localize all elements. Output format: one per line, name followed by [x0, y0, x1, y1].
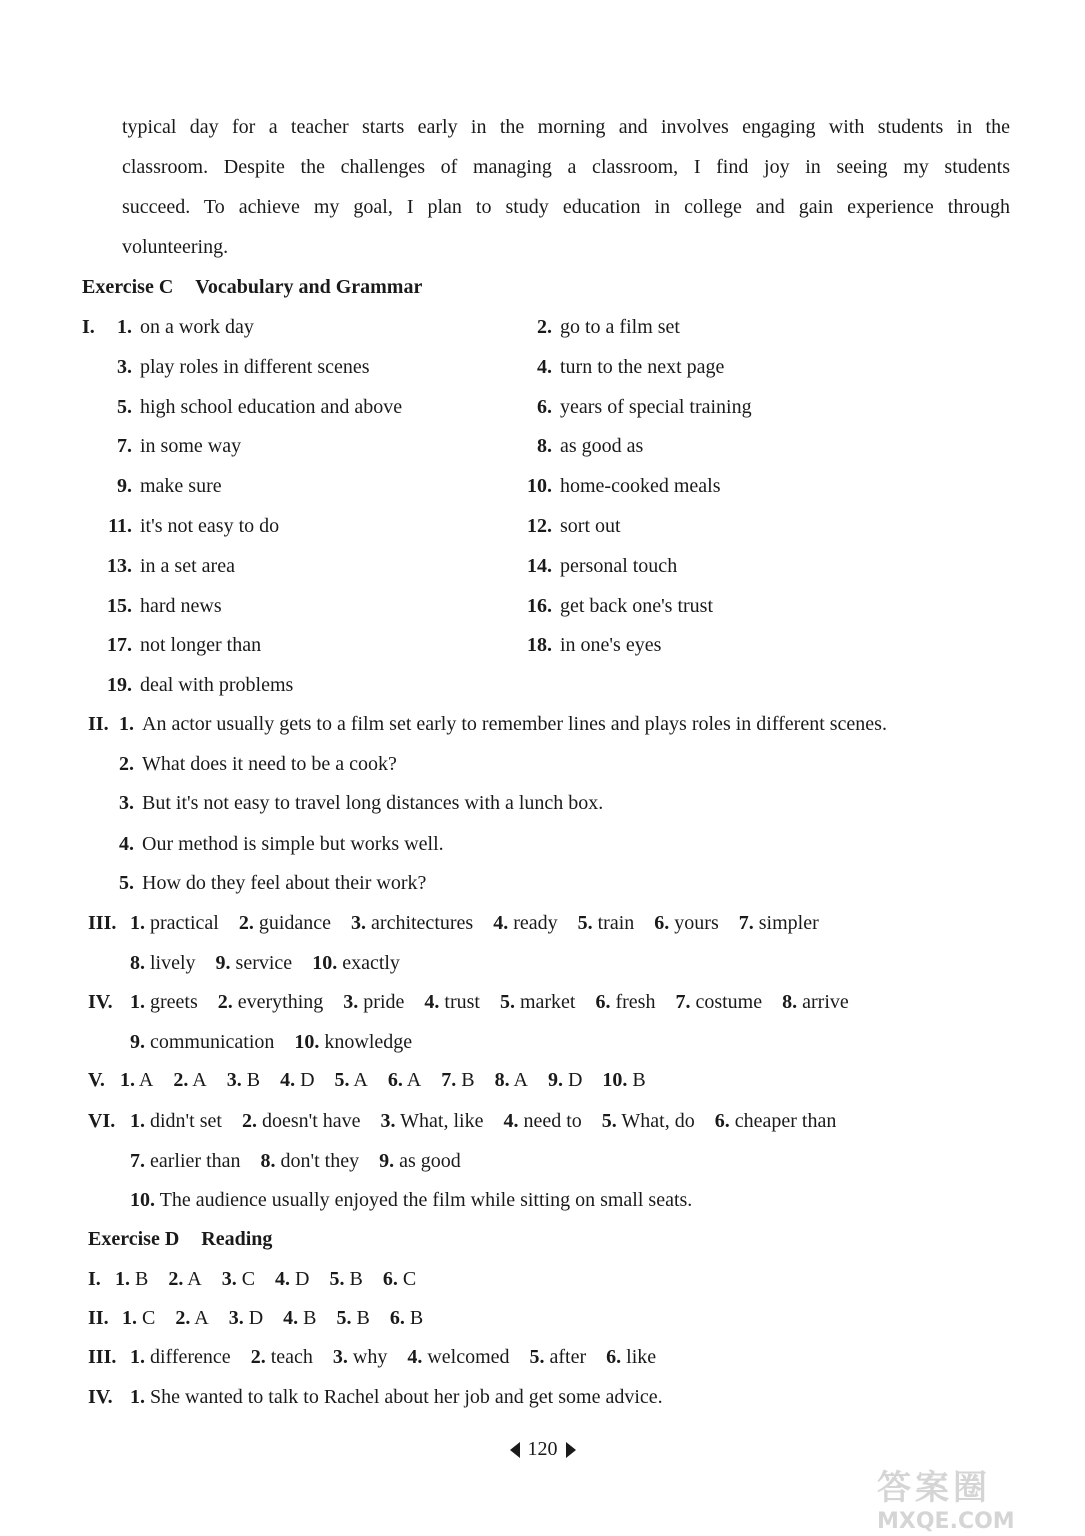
item-text: play roles in different scenes — [140, 355, 370, 378]
item-text: years of special training — [560, 395, 752, 418]
item-text: communication — [150, 1031, 275, 1053]
item-number: 17. — [107, 634, 132, 657]
item-text: teach — [270, 1346, 313, 1368]
item-number: 9. — [379, 1150, 395, 1172]
item-number: 1. — [115, 1268, 130, 1290]
item-number: 1. — [120, 1069, 135, 1091]
item-number: 9. — [547, 1069, 563, 1091]
item-number: 4. — [119, 833, 134, 855]
answer-item — [283, 1307, 316, 1329]
watermark-brand: 答案圈 — [877, 1468, 991, 1508]
item-text: arrive — [802, 991, 849, 1013]
answer-item — [242, 1110, 361, 1132]
answer-item — [606, 1346, 656, 1368]
item-number: 2. — [241, 1110, 257, 1132]
answer-item — [343, 991, 404, 1013]
item-text: But it's not easy to travel long distances with a lunch box. — [142, 792, 604, 814]
item-text: practical — [150, 912, 219, 934]
item-number: 5. — [336, 1307, 352, 1329]
answer-item — [602, 1069, 645, 1091]
triangle-right-icon — [566, 1442, 576, 1458]
item-text: as good — [399, 1150, 461, 1172]
item-number: 5. — [334, 1069, 350, 1091]
item-number: 1. — [130, 1346, 145, 1368]
item-text: difference — [150, 1346, 231, 1368]
item-number: 6. — [595, 991, 611, 1013]
item-text: What does it need to be a cook? — [142, 753, 397, 775]
item-number: 10. — [312, 952, 338, 974]
item-text: like — [626, 1346, 657, 1368]
item-number: 7. — [130, 1150, 145, 1172]
section-roman: I. — [82, 316, 95, 338]
item-number: 4. — [283, 1307, 299, 1329]
item-text: ready — [513, 912, 558, 934]
answer-item — [715, 1110, 837, 1132]
answer-item — [595, 991, 655, 1013]
item-text: sort out — [560, 515, 621, 537]
item-number: 4. — [275, 1268, 291, 1290]
item-text: B — [349, 1268, 363, 1290]
item-text: A — [194, 1307, 209, 1329]
answer-item — [383, 1268, 416, 1290]
item-text: What, like — [400, 1110, 484, 1132]
item-number: 18. — [527, 634, 552, 657]
item-text: B — [461, 1069, 475, 1091]
answer-item — [173, 1069, 206, 1091]
vocab-item — [512, 595, 713, 618]
item-text: B — [303, 1307, 317, 1329]
answer-item — [379, 1150, 461, 1172]
intro-line: volunteering. — [122, 236, 229, 258]
item-number: 5. — [577, 912, 593, 934]
item-number: 10. — [602, 1069, 628, 1091]
item-number: 3. — [228, 1307, 244, 1329]
item-number: 3. — [221, 1268, 237, 1290]
item-text: The audience usually enjoyed the film while sitting on small seats. — [159, 1189, 693, 1211]
item-text: trust — [444, 991, 480, 1013]
answer-row — [130, 991, 869, 1014]
answer-item — [218, 991, 324, 1013]
item-number: 1. — [122, 1307, 137, 1329]
answer-item — [251, 1346, 313, 1368]
vocab-item — [92, 595, 222, 618]
answer-item — [130, 1386, 663, 1408]
section-roman: III. — [88, 912, 117, 934]
item-text: D — [295, 1268, 310, 1290]
item-text: doesn't have — [261, 1110, 361, 1132]
item-text: fresh — [615, 991, 656, 1013]
item-text: cheaper than — [734, 1110, 837, 1132]
item-number: 2. — [175, 1307, 191, 1329]
page-number: 120 — [527, 1438, 558, 1460]
item-number: 2. — [173, 1069, 189, 1091]
item-text: service — [235, 952, 293, 974]
item-number: 10. — [294, 1031, 320, 1053]
answer-item — [578, 912, 635, 934]
item-number: 2. — [250, 1346, 266, 1368]
exercise-d-title: Reading — [201, 1228, 273, 1250]
item-text: why — [352, 1346, 388, 1368]
item-text: train — [597, 912, 635, 934]
item-number: 7. — [675, 991, 691, 1013]
exercise-c-label: Exercise C — [82, 276, 174, 298]
item-number: 1. — [119, 713, 134, 735]
answer-item — [294, 1031, 412, 1053]
item-text: as good as — [560, 435, 644, 458]
answer-row — [115, 1268, 436, 1291]
item-number: 6. — [654, 912, 670, 934]
vocab-item — [512, 356, 724, 379]
item-number: 16. — [527, 594, 552, 617]
intro-line: succeed. To achieve my goal, I plan to study education in college and gain experience through — [122, 196, 1010, 218]
exercise-c-heading — [82, 276, 422, 299]
item-number: 4. — [280, 1069, 296, 1091]
answer-item — [548, 1069, 582, 1091]
item-number: 4. — [493, 912, 509, 934]
item-text: pride — [363, 991, 405, 1013]
item-number: 1. — [130, 991, 145, 1013]
section-roman: I. — [88, 1268, 101, 1290]
answer-item — [229, 1307, 263, 1329]
item-text: don't they — [280, 1150, 360, 1172]
item-text: high school education and above — [140, 395, 403, 418]
item-text: D — [567, 1069, 583, 1091]
answer-item — [120, 1069, 153, 1091]
vocab-item — [92, 475, 222, 498]
item-number: 14. — [527, 554, 552, 577]
item-text: A — [192, 1069, 207, 1091]
item-number: 8. — [260, 1150, 276, 1172]
item-text: C — [241, 1268, 256, 1290]
section-roman: IV. — [88, 1386, 113, 1408]
item-number: 9. — [215, 952, 231, 974]
item-number: 1. — [117, 316, 132, 338]
answer-row — [120, 1069, 666, 1092]
item-text: simpler — [758, 912, 819, 934]
item-text: An actor usually gets to a film set early to remember lines and plays roles in different scenes. — [142, 713, 887, 735]
answer-item — [130, 912, 219, 934]
item-number: 4. — [407, 1346, 423, 1368]
item-number: 12. — [527, 515, 552, 537]
item-text: hard news — [140, 594, 222, 617]
item-text: turn to the next page — [560, 355, 725, 378]
item-number: 6. — [387, 1069, 403, 1091]
item-number: 2. — [238, 912, 254, 934]
answer-item — [654, 912, 718, 934]
item-text: everything — [237, 991, 324, 1013]
vocab-item — [92, 634, 261, 657]
intro-line: typical day for a teacher starts early in the morning and involves engaging with students in the — [122, 116, 1010, 138]
item-text: C — [402, 1268, 417, 1290]
item-number: 3. — [351, 912, 367, 934]
item-text: B — [632, 1069, 646, 1091]
answer-item — [441, 1069, 474, 1091]
answer-item — [130, 1150, 241, 1172]
vocab-item — [512, 634, 661, 657]
vocab-item — [92, 674, 293, 697]
item-text: A — [187, 1268, 202, 1290]
item-number: 4. — [424, 991, 440, 1013]
item-number: 1. — [130, 1386, 145, 1408]
answer-item — [675, 991, 762, 1013]
item-text: B — [409, 1307, 424, 1329]
answer-item — [330, 1268, 363, 1290]
vocab-item — [512, 396, 752, 419]
answer-item — [335, 1069, 368, 1091]
answer-item — [503, 1110, 581, 1132]
answer-row — [122, 1307, 443, 1330]
answer-item — [312, 952, 400, 974]
answer-item — [222, 1268, 255, 1290]
vocab-item — [512, 515, 621, 538]
item-text: C — [142, 1307, 156, 1329]
answer-item — [261, 1150, 360, 1172]
triangle-left-icon — [510, 1442, 520, 1458]
sentence-item — [94, 753, 397, 776]
answer-item — [275, 1268, 309, 1290]
item-text: B — [356, 1307, 370, 1329]
answer-item — [390, 1307, 423, 1329]
item-text: D — [248, 1307, 264, 1329]
item-text: in some way — [140, 435, 242, 458]
item-number: 4. — [537, 355, 552, 378]
item-number: 1. — [130, 912, 145, 934]
answer-row — [130, 1189, 712, 1212]
item-number: 5. — [117, 395, 132, 418]
item-number: 7. — [117, 435, 132, 458]
item-number: 19. — [107, 674, 132, 697]
item-number: 13. — [107, 554, 132, 577]
item-number: 5. — [329, 1268, 345, 1290]
item-number: 10. — [130, 1189, 155, 1211]
item-number: 5. — [119, 872, 134, 894]
answer-item — [495, 1069, 528, 1091]
page-footer — [0, 1438, 1085, 1461]
sentence-item — [94, 792, 603, 815]
answer-item — [424, 991, 480, 1013]
sentence-item — [94, 713, 887, 736]
item-text: make sure — [140, 475, 222, 498]
item-text: A — [406, 1069, 422, 1091]
item-number: 2. — [119, 753, 134, 775]
vocab-item — [92, 316, 254, 339]
item-number: 5. — [499, 991, 515, 1013]
item-number: 2. — [168, 1268, 184, 1290]
vocab-item — [92, 356, 370, 379]
item-text: market — [519, 991, 576, 1013]
item-text: yours — [674, 912, 719, 934]
sentence-item — [94, 833, 444, 856]
vocab-item — [92, 435, 241, 458]
item-number: 9. — [130, 1031, 145, 1053]
item-text: not longer than — [140, 634, 262, 657]
answer-row — [130, 1150, 481, 1173]
answer-item — [115, 1268, 148, 1290]
item-text: home-cooked meals — [560, 475, 721, 498]
item-number: 5. — [529, 1346, 545, 1368]
item-text: guidance — [258, 912, 332, 934]
answer-item — [782, 991, 849, 1013]
answer-row — [130, 952, 420, 975]
intro-line: classroom. Despite the challenges of managing a classroom, I find joy in seeing my students — [122, 156, 1010, 178]
item-number: 3. — [117, 355, 132, 378]
answer-item — [175, 1307, 208, 1329]
answer-item — [130, 1031, 274, 1053]
item-number: 6. — [389, 1307, 405, 1329]
item-number: 15. — [107, 594, 132, 617]
vocab-item — [512, 555, 677, 578]
item-text: knowledge — [324, 1031, 413, 1053]
exercise-d-heading — [88, 1228, 272, 1251]
answer-item — [130, 952, 196, 974]
item-text: A — [138, 1069, 154, 1091]
item-number: 7. — [738, 912, 754, 934]
item-number: 3. — [119, 792, 134, 814]
item-number: 3. — [226, 1069, 242, 1091]
sentence-item — [94, 872, 426, 895]
item-text: greets — [150, 991, 198, 1013]
item-number: 2. — [537, 316, 552, 338]
item-number: 11. — [108, 515, 132, 537]
section-roman: V. — [88, 1069, 105, 1091]
watermark-site: MXQE.COM — [877, 1509, 1015, 1534]
item-number: 3. — [343, 991, 359, 1013]
intro-paragraph — [122, 107, 1010, 267]
item-text: didn't set — [150, 1110, 222, 1132]
item-text: Our method is simple but works well. — [142, 833, 444, 855]
answer-item — [493, 912, 557, 934]
item-number: 8. — [782, 991, 798, 1013]
item-text: What, do — [621, 1110, 695, 1132]
answer-item — [337, 1307, 370, 1329]
item-text: on a work day — [140, 316, 254, 338]
exercise-d-label: Exercise D — [88, 1228, 180, 1250]
item-text: architectures — [371, 912, 474, 934]
section-roman: IV. — [88, 991, 113, 1013]
item-number: 7. — [441, 1069, 457, 1091]
item-number: 10. — [527, 475, 552, 498]
watermark-logo — [877, 1460, 1077, 1532]
item-number: 6. — [714, 1110, 730, 1132]
item-text: B — [246, 1069, 261, 1091]
answer-item — [216, 952, 293, 974]
item-number: 4. — [503, 1110, 519, 1132]
item-text: get back one's trust — [560, 594, 714, 617]
answer-item — [130, 1110, 222, 1132]
answer-item — [130, 991, 198, 1013]
exercise-c-title: Vocabulary and Grammar — [195, 276, 423, 298]
answer-item — [239, 912, 331, 934]
answer-item — [381, 1110, 484, 1132]
item-text: deal with problems — [140, 674, 294, 697]
item-number: 6. — [537, 395, 552, 418]
answer-item — [130, 1189, 692, 1211]
vocab-item — [512, 475, 721, 498]
item-text: How do they feel about their work? — [142, 872, 427, 894]
answer-item — [130, 1346, 231, 1368]
item-text: need to — [523, 1110, 582, 1132]
answer-row — [130, 912, 839, 935]
section-roman: II. — [88, 1307, 109, 1329]
answer-row — [130, 1346, 676, 1369]
item-number: 8. — [537, 435, 552, 458]
item-number: 2. — [217, 991, 233, 1013]
answer-item — [500, 991, 576, 1013]
item-number: 8. — [494, 1069, 510, 1091]
section-roman: II. — [88, 713, 109, 735]
item-text: D — [300, 1069, 315, 1091]
item-text: earlier than — [150, 1150, 241, 1172]
item-text: A — [513, 1069, 528, 1091]
item-text: welcomed — [427, 1346, 510, 1368]
item-number: 6. — [382, 1268, 398, 1290]
vocab-item — [512, 316, 680, 339]
item-text: B — [135, 1268, 149, 1290]
item-text: go to a film set — [560, 316, 680, 338]
item-number: 3. — [380, 1110, 396, 1132]
item-text: in one's eyes — [560, 634, 662, 657]
item-number: 1. — [130, 1110, 145, 1132]
item-text: exactly — [342, 952, 400, 974]
vocab-item — [92, 396, 402, 419]
item-number: 8. — [130, 952, 145, 974]
item-text: it's not easy to do — [140, 515, 280, 537]
vocab-item — [92, 555, 235, 578]
item-text: in a set area — [140, 554, 235, 577]
answer-item — [388, 1069, 421, 1091]
answer-item — [122, 1307, 155, 1329]
answer-row — [130, 1031, 432, 1054]
item-text: costume — [695, 991, 763, 1013]
item-text: personal touch — [560, 554, 678, 577]
answer-item — [168, 1268, 201, 1290]
item-number: 9. — [117, 475, 132, 498]
item-text: after — [549, 1346, 587, 1368]
item-number: 5. — [601, 1110, 617, 1132]
item-number: 3. — [332, 1346, 348, 1368]
vocab-item — [512, 435, 643, 458]
section-roman: VI. — [88, 1110, 116, 1132]
answer-row — [130, 1110, 856, 1133]
item-number: 6. — [606, 1346, 622, 1368]
vocab-item — [92, 515, 279, 538]
answer-item — [333, 1346, 387, 1368]
item-text: lively — [150, 952, 196, 974]
answer-row — [130, 1386, 683, 1409]
item-text: A — [353, 1069, 368, 1091]
answer-item — [739, 912, 819, 934]
answer-item — [280, 1069, 314, 1091]
answer-item — [351, 912, 473, 934]
item-text: She wanted to talk to Rachel about her job and get some advice. — [150, 1386, 663, 1408]
answer-item — [227, 1069, 260, 1091]
answer-item — [530, 1346, 587, 1368]
answer-item — [407, 1346, 509, 1368]
answer-item — [602, 1110, 695, 1132]
section-roman: III. — [88, 1346, 117, 1368]
